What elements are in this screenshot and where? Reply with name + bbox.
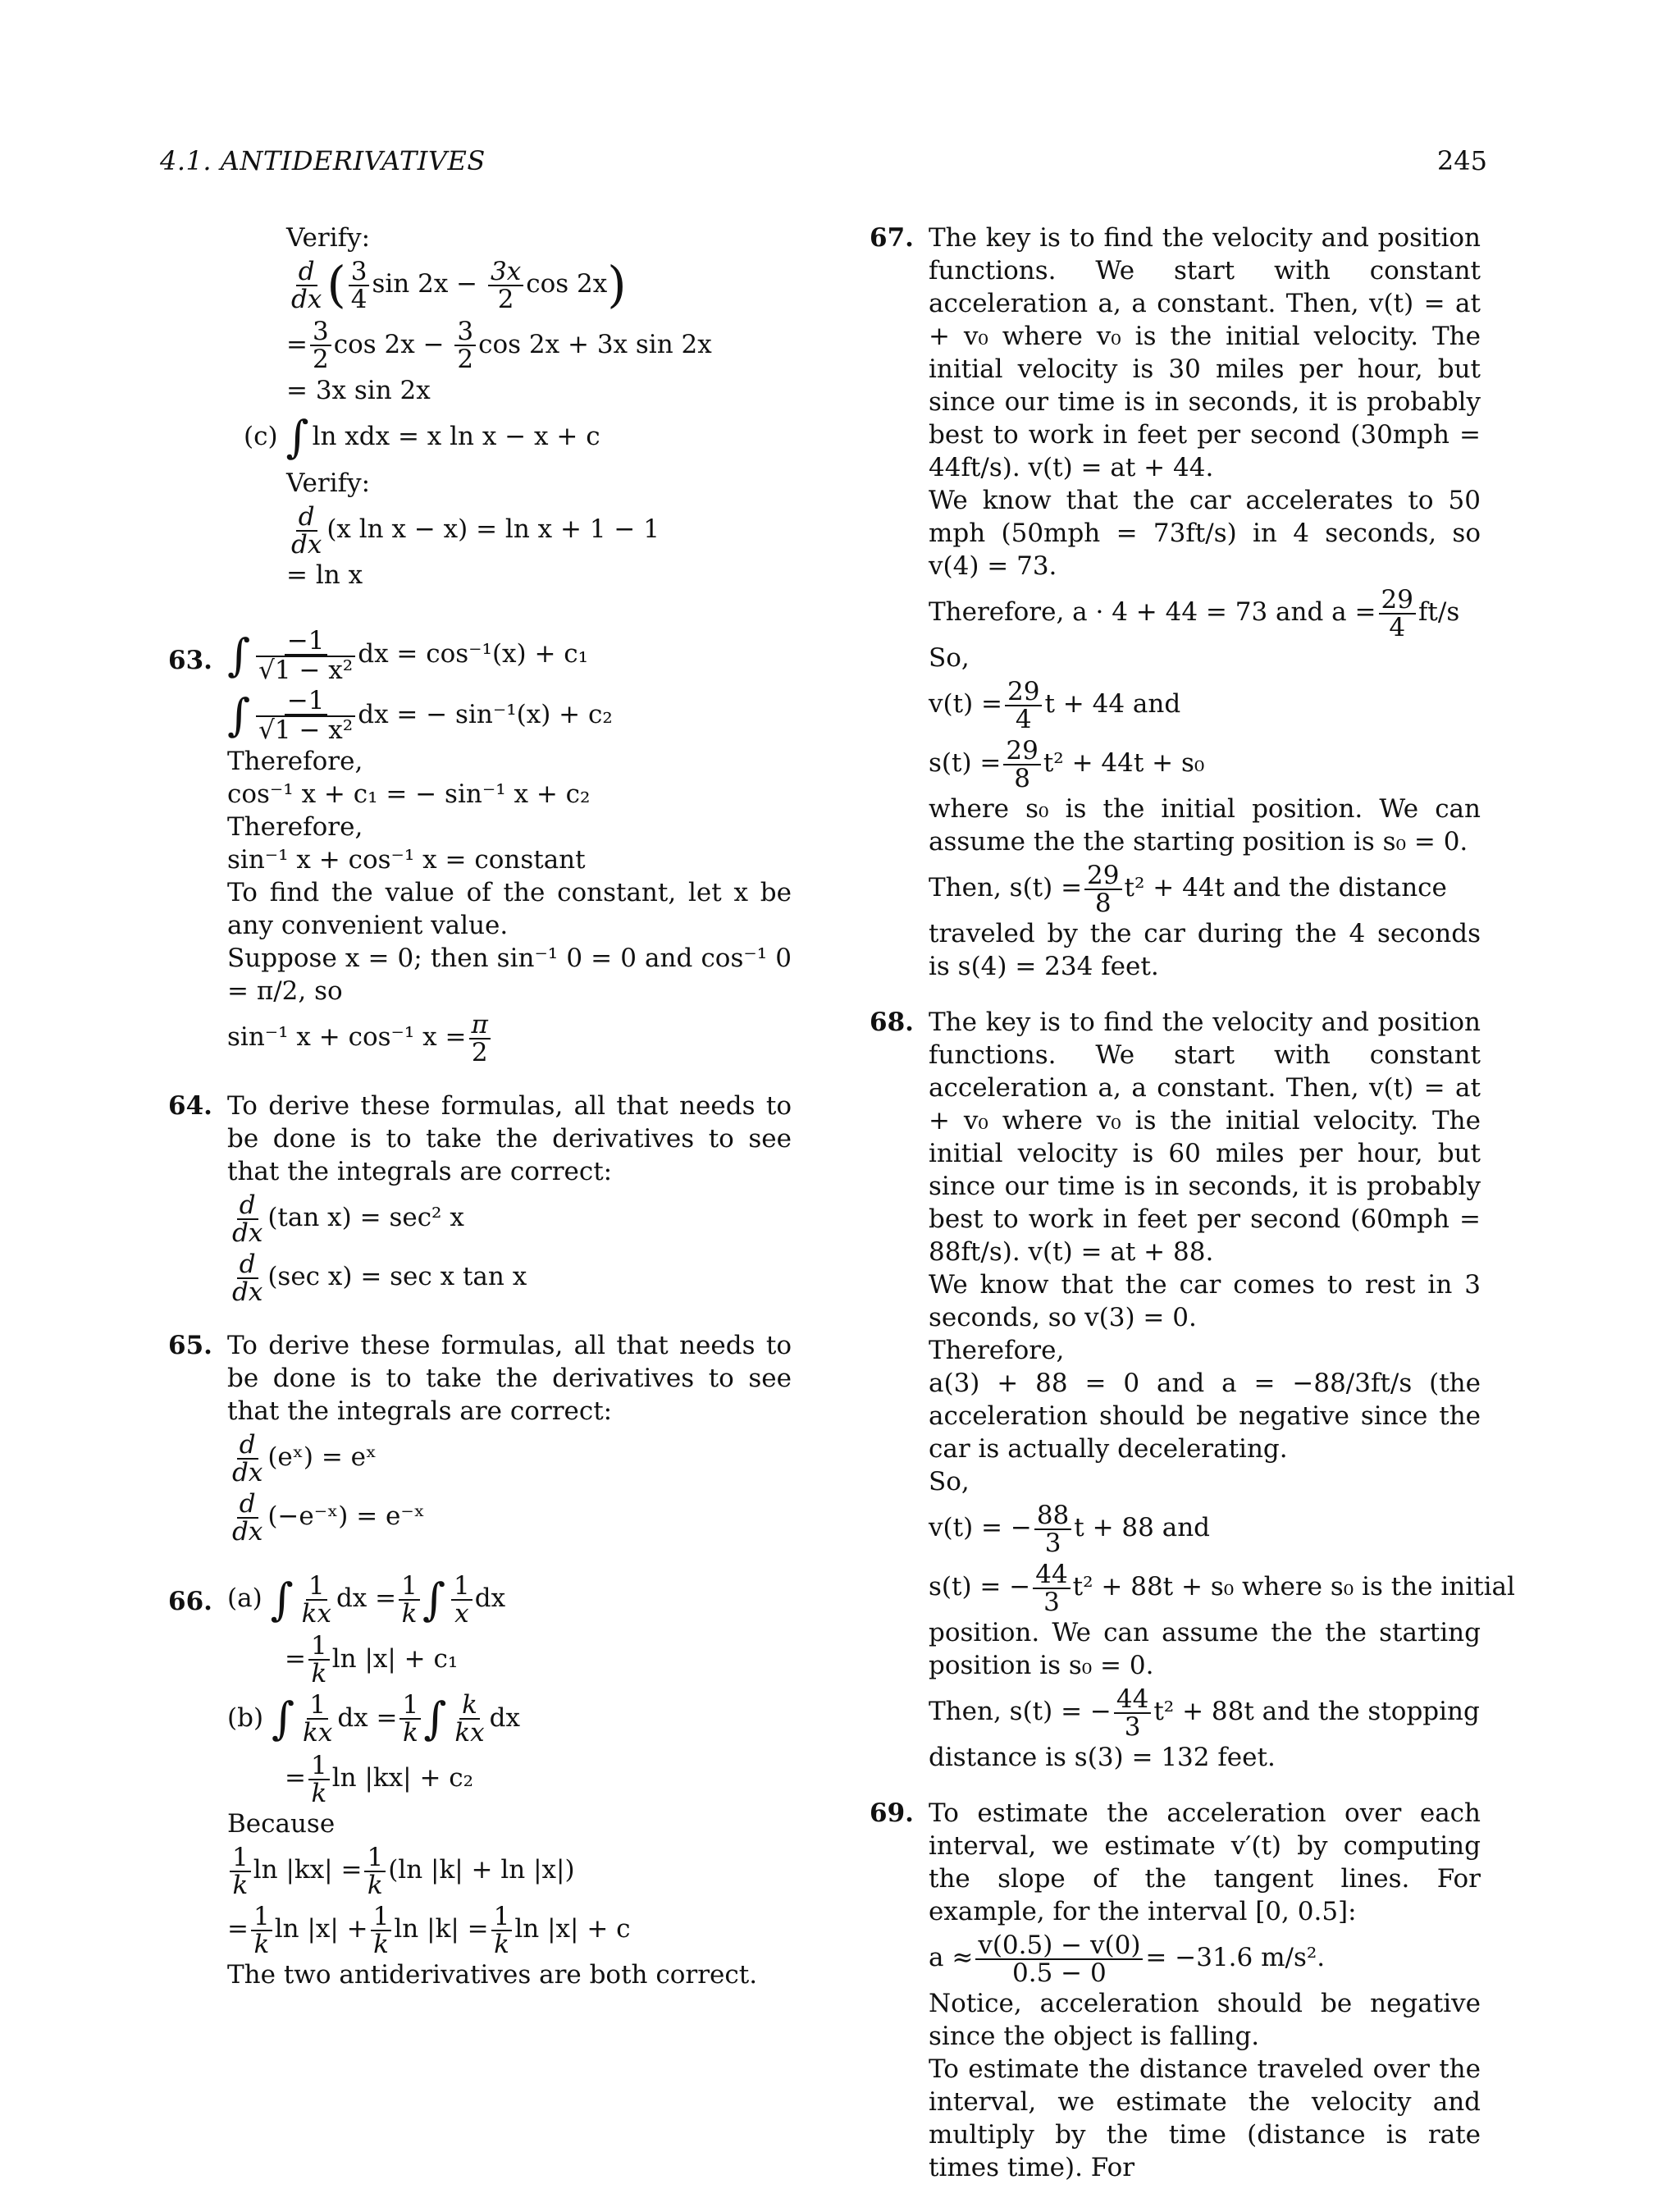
problem-number: 69. <box>870 1798 914 1828</box>
part-b-integral: (b) ∫ $\frac{1}{kx}$ dx = $\frac{1}{k}$ ∫ $\frac{k}{kx}$ dx <box>227 1690 520 1748</box>
right-column <box>870 222 1515 2207</box>
paragraph: Notice, acceleration should be negative since the object is falling. <box>929 1989 1481 2051</box>
running-head: 4.1. ANTIDERIVATIVES <box>160 145 486 176</box>
derivative-sec: $\frac{d}{dx}$ (sec x) = sec x tan x <box>232 1249 527 1307</box>
paragraph: a(3) + 88 = 0 and a = −88/3ft/s (the acceleration should be negative since the car is actually decelerating. <box>929 1369 1481 1464</box>
derivative-neg-exp: $\frac{d}{dx}$ (−e⁻ˣ) = e⁻ˣ <box>232 1488 425 1547</box>
paragraph: Suppose x = 0; then sin⁻¹ 0 = 0 and cos⁻¹ 0 = π/2, so <box>227 944 792 1006</box>
velocity-equation: v(t) = $\frac{29}{4}$ t + 44 and <box>929 676 1181 734</box>
problem-number: 65. <box>168 1331 212 1360</box>
problem-64 <box>168 1090 792 1306</box>
problem-63 <box>168 624 792 1067</box>
velocity-equation: v(t) = − $\frac{88}{3}$ t + 88 and <box>929 1500 1211 1558</box>
part-b-result: = $\frac{1}{k}$ ln |kx| + c₂ <box>285 1750 474 1808</box>
conclusion-text: The two antiderivatives are both correct. <box>227 1960 758 1990</box>
simplified-line: = 3x sin 2x <box>286 375 431 405</box>
acceleration-equation: Therefore, a · 4 + 44 = 73 and a = $\frac{29}{4}$ ft/s <box>929 584 1460 642</box>
paragraph: traveled by the car during the 4 seconds is s(4) = 234 feet. <box>929 919 1481 981</box>
paragraph: We know that the car comes to rest in 3 seconds, so v(3) = 0. <box>929 1270 1481 1332</box>
verify-derivative: $\frac{d}{dx}$ (x ln x − x) = ln x + 1 − 1 <box>291 501 660 560</box>
part-a-integral: (a) ∫ $\frac{1}{kx}$ dx = $\frac{1}{k}$ ∫ $\frac{1}{x}$ dx <box>227 1570 506 1629</box>
problem-number: 68. <box>870 1008 914 1037</box>
because-text: Because <box>227 1809 336 1839</box>
position-equation: s(t) = $\frac{29}{8}$ t² + 44t + s₀ <box>929 735 1205 793</box>
paragraph: distance is s(3) = 132 feet. <box>929 1743 1276 1772</box>
paragraph: To find the value of the constant, let x be any convenient value. <box>227 878 792 940</box>
derivative-exp: $\frac{d}{dx}$ (eˣ) = eˣ <box>232 1429 377 1487</box>
paragraph: The key is to find the velocity and position functions. We start with constant acceleration a, a constant. Then, v(t) = at + v₀ where v₀ is the initial velocity. The initial velocity is 30 miles per hour, but since our time is in seconds, it is probably best to work in feet per second (30mph = 44ft/s). v(t) = at + 44. <box>929 223 1481 482</box>
paragraph: To estimate the distance traveled over the interval, we estimate the velocity and multiply by the time (distance is rate times time). For <box>929 2054 1481 2182</box>
paragraph: where s₀ is the initial position. We can assume the the starting position is s₀ = 0. <box>929 794 1481 857</box>
paragraph: The key is to find the velocity and position functions. We start with constant acceleration a, a constant. Then, v(t) = at + v₀ where v₀ is the initial velocity. The initial velocity is 60 miles per hour, but since our time is in seconds, it is probably best to work in feet per second (60mph = 88ft/s). v(t) = at + 88. <box>929 1008 1481 1267</box>
paragraph: To derive these formulas, all that needs to be done is to take the derivatives to see that the integrals are correct: <box>227 1331 792 1426</box>
part-a-result: = $\frac{1}{k}$ ln |x| + c₁ <box>285 1631 459 1688</box>
problem-68 <box>870 1006 1515 1774</box>
so-text: So, <box>929 643 970 673</box>
equation: cos⁻¹ x + c₁ = − sin⁻¹ x + c₂ <box>227 779 591 809</box>
therefore-text: Therefore, <box>227 747 363 776</box>
verify-final: = ln x <box>286 560 363 590</box>
verify-label-2: Verify: <box>286 468 371 498</box>
then-equation: Then, s(t) = − $\frac{44}{3}$ t² + 88t and the stopping <box>929 1684 1480 1742</box>
derivative-tan: $\frac{d}{dx}$ (tan x) = sec² x <box>232 1190 464 1248</box>
problem-number: 67. <box>870 223 914 253</box>
problem-65 <box>168 1329 792 1546</box>
because-equation-1: $\frac{1}{k}$ ln |kx| = $\frac{1}{k}$ (ln |k| + ln |x|) <box>227 1840 792 1899</box>
problem-62-continued <box>168 222 792 592</box>
problem-number: 64. <box>168 1091 212 1121</box>
part-c-integral: (c) ∫ ln xdx = x ln x − x + c <box>244 411 600 463</box>
page-number: 245 <box>1436 145 1487 176</box>
so-text: So, <box>929 1467 970 1496</box>
integral-arcsin: ∫ $\frac{-1}{\text{√1 − x²}}$ dx = − sin⁻¹(x) + c₂ <box>227 686 613 745</box>
then-equation: Then, s(t) = $\frac{29}{8}$ t² + 44t and the distance <box>929 860 1447 918</box>
problem-number: 63. <box>168 646 212 675</box>
paragraph: position. We can assume the the starting position is s₀ = 0. <box>929 1618 1481 1680</box>
equation-result: sin⁻¹ x + cos⁻¹ x = $\frac{\pi}{2}$ <box>227 1008 792 1067</box>
derivative-result-line: = $\frac{3}{2}$ cos 2x − $\frac{3}{2}$ cos 2x + 3x sin 2x <box>286 317 712 374</box>
because-equation-2: = $\frac{1}{k}$ ln |x| + $\frac{1}{k}$ ln |k| = $\frac{1}{k}$ ln |x| + c <box>227 1901 631 1959</box>
verify-label: Verify: <box>286 223 371 253</box>
acceleration-estimate: a ≈ $\frac{v(0.5) - v(0)}{0.5 - 0}$ = −31.6 m/s². <box>929 1930 1326 1988</box>
problem-69 <box>870 1797 1481 2184</box>
integral-arccos: ∫ $\frac{-1}{\text{√1 − x²}}$ dx = cos⁻¹(x) + c₁ <box>227 625 589 685</box>
paragraph: To estimate the acceleration over each interval, we estimate v′(t) by computing the slope of the tangent lines. For example, for the interval [0, 0.5]: <box>929 1798 1481 1926</box>
problem-66 <box>168 1569 792 1991</box>
position-equation: s(t) = − $\frac{44}{3}$ t² + 88t + s₀ where s₀ is the initial <box>929 1559 1515 1617</box>
therefore-text: Therefore, <box>929 1336 1065 1365</box>
derivative-line: $\frac{d}{dx}$ ( $\frac{3}{4}$ sin 2x − $\frac{3x}{2}$ cos 2x) <box>291 256 627 314</box>
therefore-text: Therefore, <box>227 812 363 842</box>
left-column <box>168 222 792 2014</box>
problem-67 <box>870 222 1481 983</box>
problem-number: 66. <box>168 1587 212 1616</box>
paragraph: To derive these formulas, all that needs to be done is to take the derivatives to see that the integrals are correct: <box>227 1091 792 1186</box>
equation: sin⁻¹ x + cos⁻¹ x = constant <box>227 845 586 875</box>
paragraph: We know that the car accelerates to 50 mph (50mph = 73ft/s) in 4 seconds, so v(4) = 73. <box>929 486 1481 581</box>
